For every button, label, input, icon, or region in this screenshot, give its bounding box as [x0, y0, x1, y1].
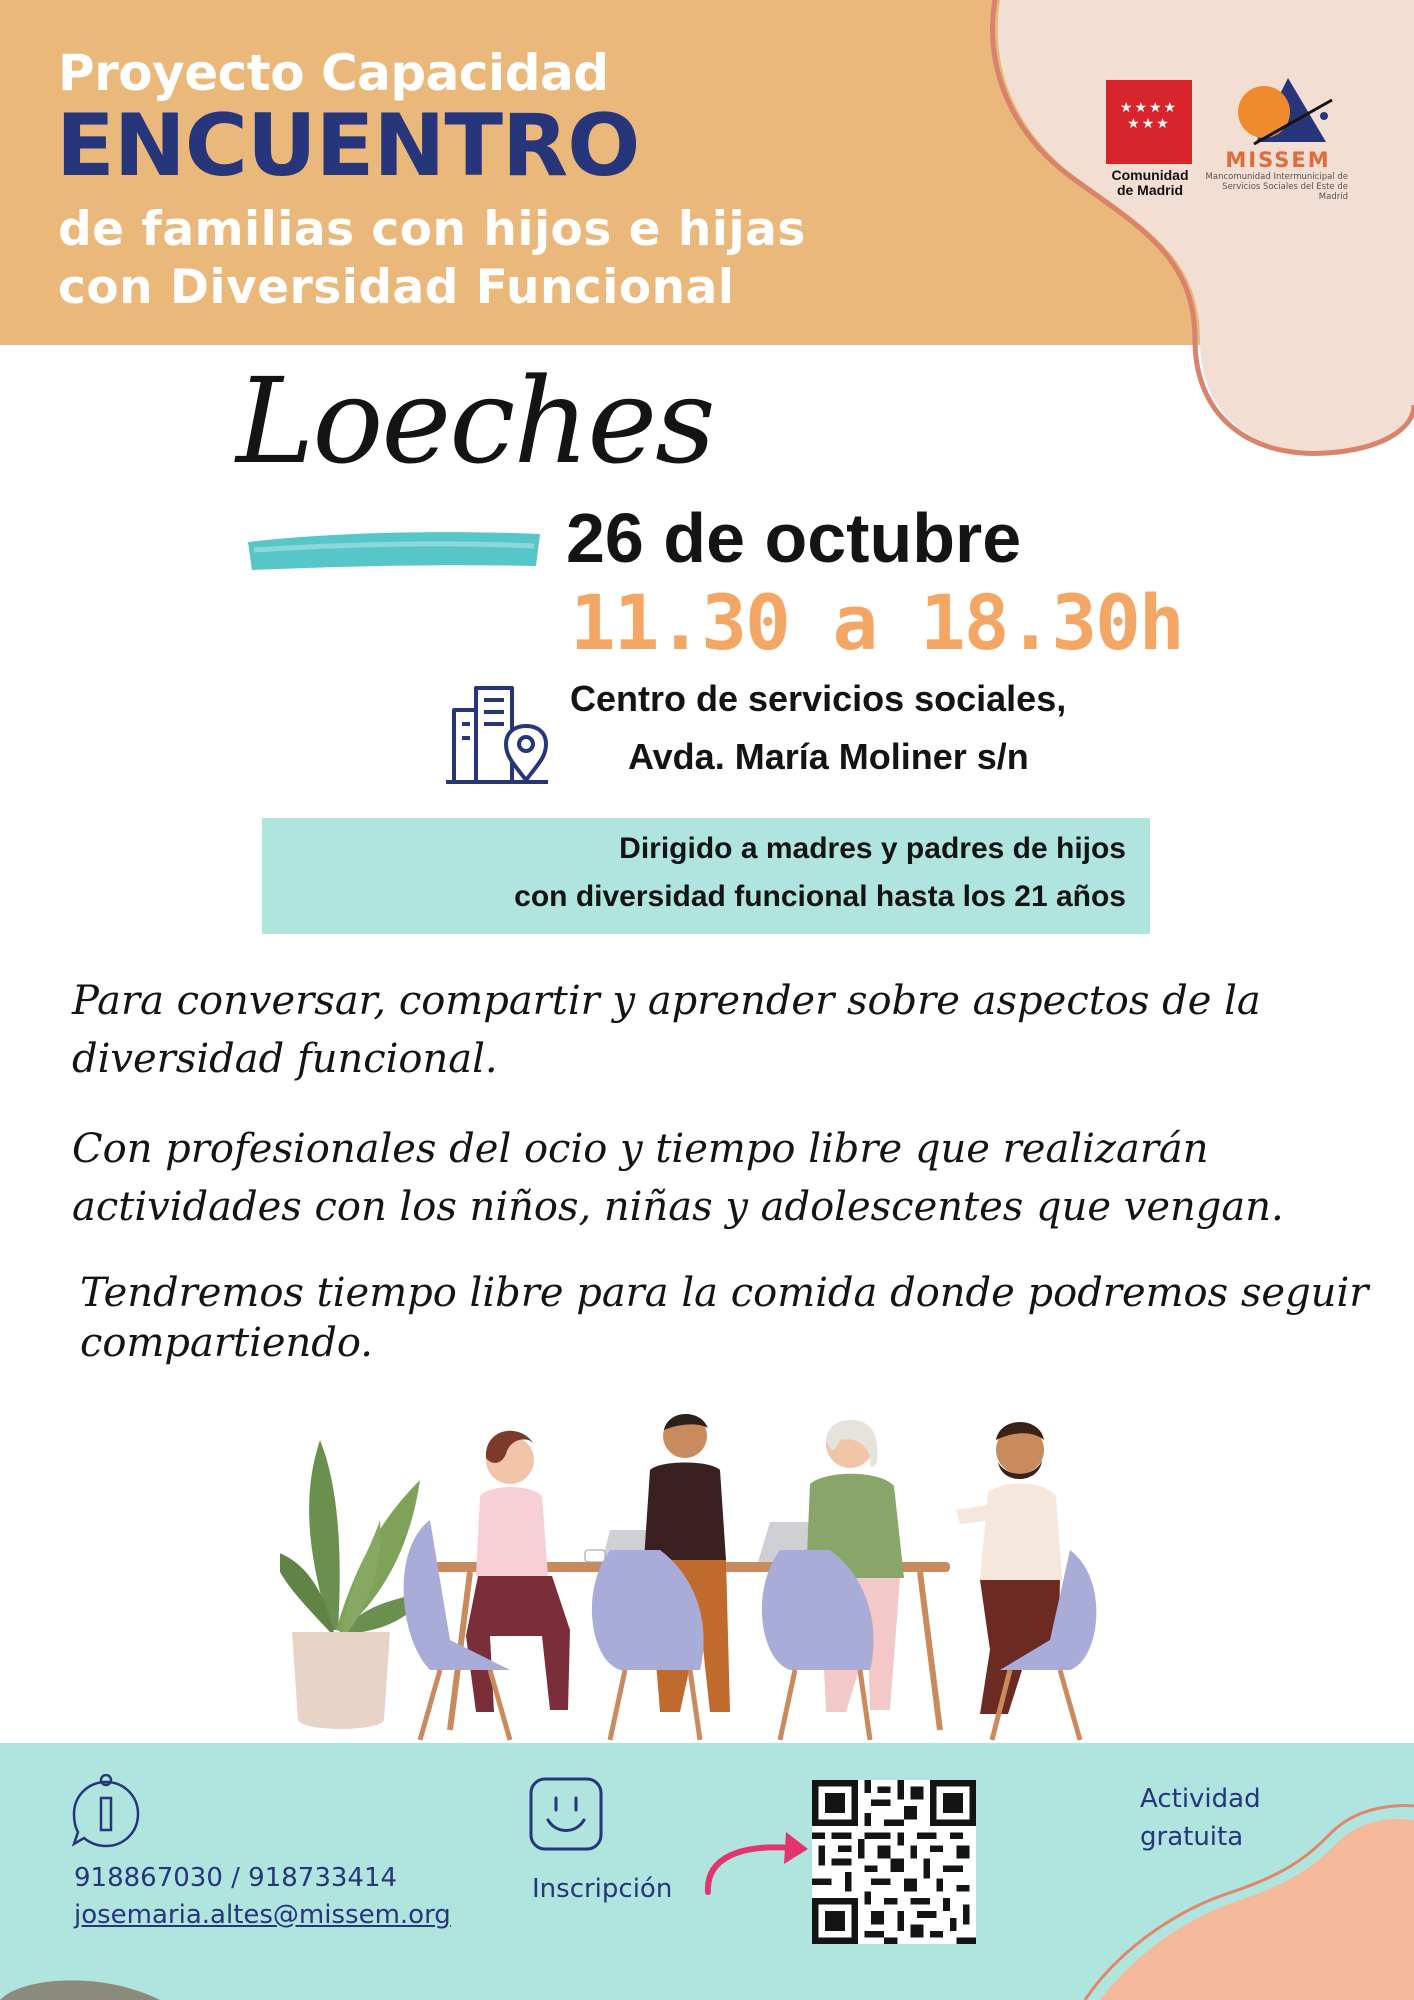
registration-label: Inscripción	[532, 1874, 673, 1904]
missem-description: Mancomunidad Intermunicipal de Servicios Sociales del Este de Madrid	[1205, 172, 1348, 202]
qr-code[interactable]	[812, 1780, 976, 1944]
contact-phones: 918867030 / 918733414	[74, 1863, 398, 1893]
subtitle-line-1: de familias con hijos e hijas	[58, 202, 806, 257]
smiley-icon	[528, 1776, 604, 1852]
free-activity-line-2: gratuita	[1140, 1822, 1244, 1852]
description-paragraph: Para conversar, compartir y aprender sobre aspectos de la diversidad funcional.	[72, 978, 1261, 1082]
town-name: Loeches	[236, 352, 714, 490]
event-date: 26 de octubre	[566, 499, 1022, 577]
stars-icon: ★★★★ ★★★	[1119, 100, 1179, 132]
description-paragraph: Tendremos tiempo libre para la comida donde podremos seguir compartiendo.	[80, 1270, 1369, 1366]
venue-name: Centro de servicios sociales,	[570, 678, 1067, 719]
audience-line-2: con diversidad funcional hasta los 21 años	[514, 880, 1126, 913]
contact-email-link[interactable]: josemaria.altes@missem.org	[74, 1900, 451, 1930]
subtitle-line-2: con Diversidad Funcional	[58, 260, 735, 315]
missem-label: MISSEM	[1225, 148, 1331, 172]
free-activity-line-1: Actividad	[1140, 1784, 1261, 1814]
venue-address: Avda. María Moliner s/n	[628, 736, 1029, 777]
event-title: ENCUENTRO	[56, 96, 640, 196]
description-paragraph: Con profesionales del ocio y tiempo libre que realizarán actividades con los niños, niñas y adolescentes que vengan.	[72, 1126, 1284, 1230]
event-time: 11.30 a 18.30h	[570, 578, 1183, 667]
project-name: Proyecto Capacidad	[58, 44, 609, 102]
curved-arrow-icon	[700, 1818, 810, 1898]
comunidad-madrid-label: Comunidad de Madrid	[1111, 167, 1189, 198]
audience-line-1: Dirigido a madres y padres de hijos	[619, 832, 1126, 865]
info-icon	[68, 1774, 144, 1850]
